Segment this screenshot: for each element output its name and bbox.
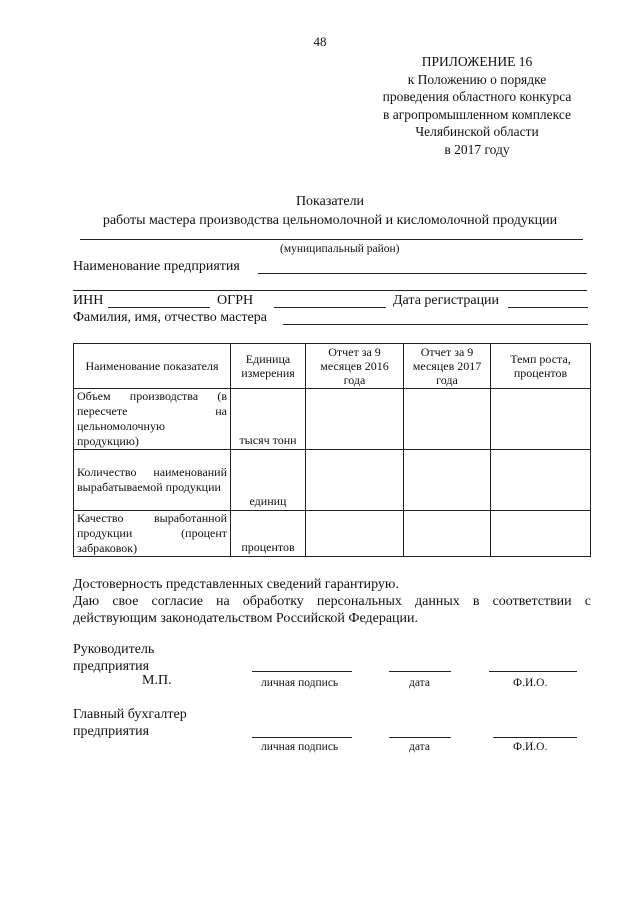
header-report-2017: Отчет за 9 месяцев 2017 года <box>404 344 491 389</box>
master-label: Фамилия, имя, отчество мастера <box>73 310 267 325</box>
cell-report-2017[interactable] <box>404 450 491 511</box>
guarantee-statement: Достоверность представленных сведений гарантирую. <box>73 577 399 592</box>
table-row <box>74 511 591 557</box>
title-line-2: работы мастера производства цельномолочной и кисломолочной продукции <box>102 213 558 228</box>
document-title <box>40 192 620 230</box>
accountant-label-line-2: предприятия <box>73 724 150 739</box>
accountant-label-line-1: Главный бухгалтер <box>73 707 187 722</box>
head-signature-line[interactable] <box>252 671 352 672</box>
accountant-date-caption: дата <box>409 741 430 753</box>
accountant-name-line[interactable] <box>493 737 577 738</box>
head-date-caption: дата <box>409 677 430 689</box>
row-indicator-name: Объем производства (в пересчете на цельномолочную продукцию) <box>74 389 231 450</box>
ogrn-label: ОГРН <box>217 293 254 308</box>
cell-report-2017[interactable] <box>404 511 491 557</box>
accountant-signature-caption: личная подпись <box>261 741 339 753</box>
stamp-label: М.П. <box>142 673 172 688</box>
header-report-2016: Отчет за 9 месяцев 2016 года <box>306 344 404 389</box>
accountant-signature-line[interactable] <box>252 737 352 738</box>
header-unit: Единица измерения <box>231 344 306 389</box>
row-indicator-name: Качество выработанной продукции (процент забраковок) <box>74 511 231 557</box>
cell-report-2016[interactable] <box>306 450 404 511</box>
cell-growth-rate[interactable] <box>491 389 591 450</box>
row-unit: единиц <box>231 450 306 511</box>
appendix-line: Челябинской области <box>415 124 539 139</box>
head-label-line-2: предприятия <box>73 659 150 674</box>
appendix-line: ПРИЛОЖЕНИЕ 16 <box>421 54 533 69</box>
head-name-line[interactable] <box>489 671 577 672</box>
head-date-line[interactable] <box>389 671 451 672</box>
appendix-line: в агропромышленном комплексе <box>382 106 572 122</box>
header-growth-rate: Темп роста, процентов <box>491 344 591 389</box>
accountant-name-caption: Ф.И.О. <box>513 741 548 753</box>
appendix-header <box>372 53 582 158</box>
cell-growth-rate[interactable] <box>491 450 591 511</box>
indicators-table <box>73 343 591 557</box>
district-caption: (муниципальный район) <box>280 243 400 255</box>
header-indicator-name: Наименование показателя <box>74 344 231 389</box>
enterprise-label: Наименование предприятия <box>73 259 240 274</box>
row-indicator-name: Количество наименований вырабатываемой продукции <box>74 450 231 511</box>
row-unit: тысяч тонн <box>231 389 306 450</box>
table-row <box>74 450 591 511</box>
head-name-caption: Ф.И.О. <box>513 677 548 689</box>
table-header-row <box>74 344 591 389</box>
head-label-line-1: Руководитель <box>73 642 155 657</box>
reg-date-field-line[interactable] <box>508 307 588 308</box>
cell-report-2016[interactable] <box>306 511 404 557</box>
appendix-line: к Положению о порядке <box>407 71 547 87</box>
district-field-line[interactable] <box>80 239 583 240</box>
enterprise-field-line-2[interactable] <box>73 290 587 291</box>
consent-statement: Даю свое согласие на обработку персональных данных в соответствии с действующим законодательством Российской Федерации. <box>73 594 591 626</box>
ogrn-field-line[interactable] <box>274 307 386 308</box>
cell-growth-rate[interactable] <box>491 511 591 557</box>
cell-report-2017[interactable] <box>404 389 491 450</box>
cell-report-2016[interactable] <box>306 389 404 450</box>
head-signature-caption: личная подпись <box>261 677 339 689</box>
table-row <box>74 389 591 450</box>
inn-label: ИНН <box>73 293 104 308</box>
page-number: 48 <box>313 34 327 49</box>
master-field-line[interactable] <box>283 324 588 325</box>
enterprise-field-line[interactable] <box>258 273 587 274</box>
appendix-line: проведения областного конкурса <box>382 89 572 104</box>
row-unit: процентов <box>231 511 306 557</box>
title-line-1: Показатели <box>295 194 365 209</box>
appendix-line: в 2017 году <box>444 141 510 157</box>
accountant-date-line[interactable] <box>389 737 451 738</box>
reg-date-label: Дата регистрации <box>393 293 500 308</box>
inn-field-line[interactable] <box>108 307 210 308</box>
